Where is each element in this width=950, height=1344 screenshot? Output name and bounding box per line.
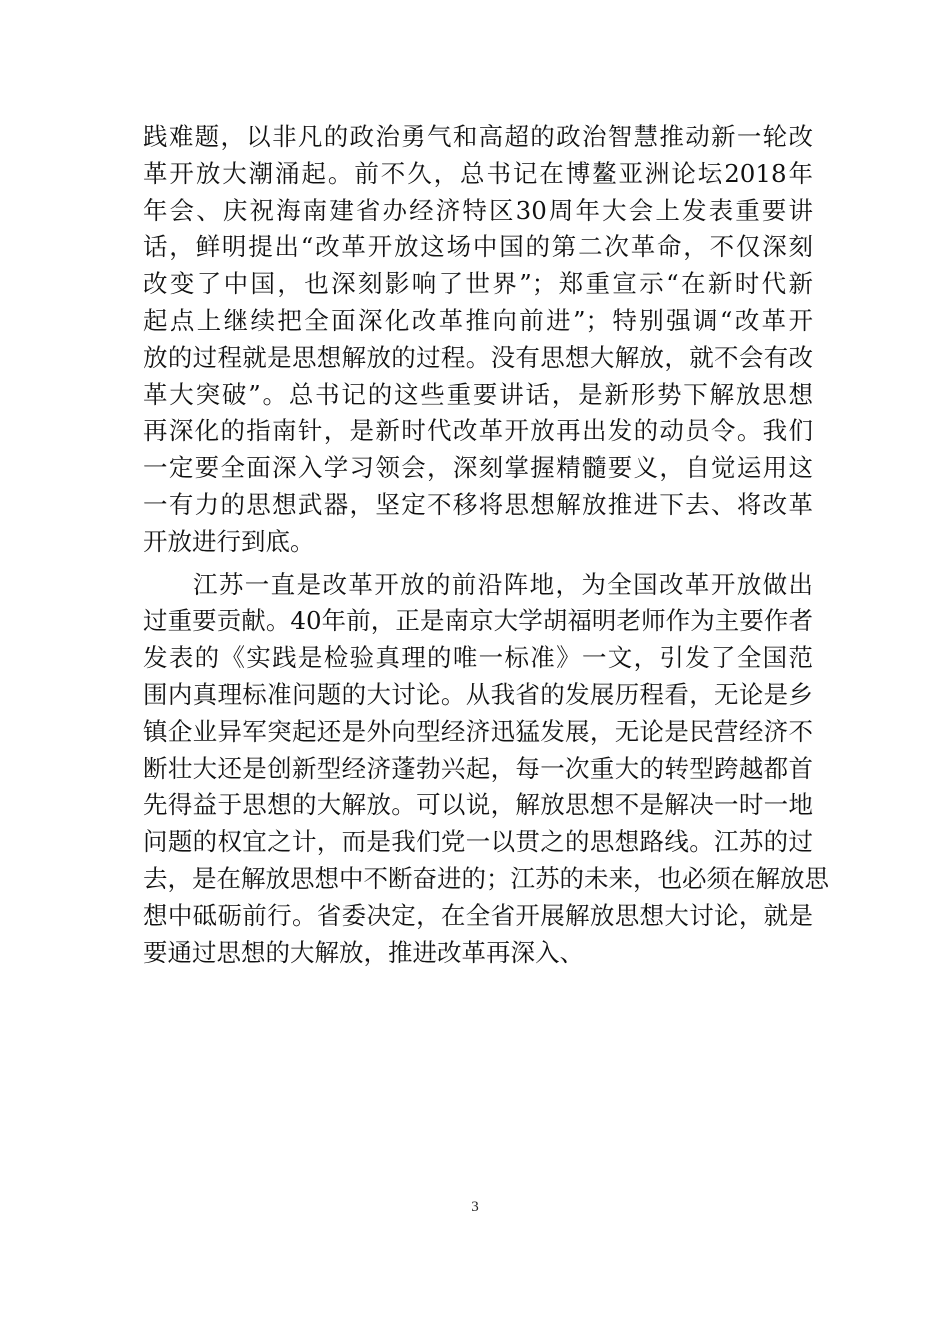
text-line: 先得益于思想的大解放。可以说，解放思想不是解决一时一地 — [143, 790, 813, 820]
text-line: 想中砥砺前行。省委决定，在全省开展解放思想大讨论，就是 — [143, 900, 813, 930]
text-line: 革开放大潮涌起。前不久，总书记在博鳌亚洲论坛2018年 — [143, 158, 813, 188]
text-line: 革大突破”。总书记的这些重要讲话，是新形势下解放思想 — [143, 379, 813, 409]
text-line: 去，是在解放思想中不断奋进的；江苏的未来，也必须在解放思 — [143, 863, 829, 893]
text-line: 镇企业异军突起还是外向型经济迅猛发展，无论是民营经济不 — [143, 716, 813, 746]
text-line: 一有力的思想武器，坚定不移将思想解放推进下去、将改革 — [143, 489, 813, 519]
body-text — [143, 119, 829, 971]
text-line: 发表的《实践是检验真理的唯一标准》一文，引发了全国范 — [143, 643, 813, 673]
text-line: 要通过思想的大解放，推进改革再深入、 — [143, 937, 584, 967]
text-line: 话，鲜明提出“改革开放这场中国的第二次革命，不仅深刻 — [143, 232, 813, 262]
text-line: 起点上继续把全面深化改革推向前进”；特别强调“改革开 — [143, 305, 813, 335]
page-number: 3 — [471, 1199, 479, 1215]
text-line: 践难题，以非凡的政治勇气和高超的政治智慧推动新一轮改 — [143, 122, 813, 151]
text-line: 围内真理标准问题的大讨论。从我省的发展历程看，无论是乡 — [143, 679, 813, 709]
paragraph-1 — [143, 119, 813, 561]
text-line: 江苏一直是改革开放的前沿阵地，为全国改革开放做出 — [193, 569, 813, 599]
text-line: 一定要全面深入学习领会，深刻掌握精髓要义，自觉运用这 — [143, 453, 813, 483]
text-line: 问题的权宜之计，而是我们党一以贯之的思想路线。江苏的过 — [143, 827, 813, 857]
text-line: 改变了中国，也深刻影响了世界”；郑重宣示“在新时代新 — [143, 269, 813, 299]
text-line: 年会、庆祝海南建省办经济特区30周年大会上发表重要讲 — [143, 195, 813, 225]
text-line: 断壮大还是创新型经济蓬勃兴起，每一次重大的转型跨越都首 — [143, 753, 813, 783]
paragraph-2 — [143, 567, 829, 972]
text-line: 开放进行到底。 — [143, 526, 315, 556]
text-line: 再深化的指南针，是新时代改革开放再出发的动员令。我们 — [143, 416, 813, 446]
text-line: 放的过程就是思想解放的过程。没有思想大解放，就不会有改 — [143, 342, 813, 372]
text-line: 过重要贡献。40年前，正是南京大学胡福明老师作为主要作者 — [143, 606, 813, 636]
